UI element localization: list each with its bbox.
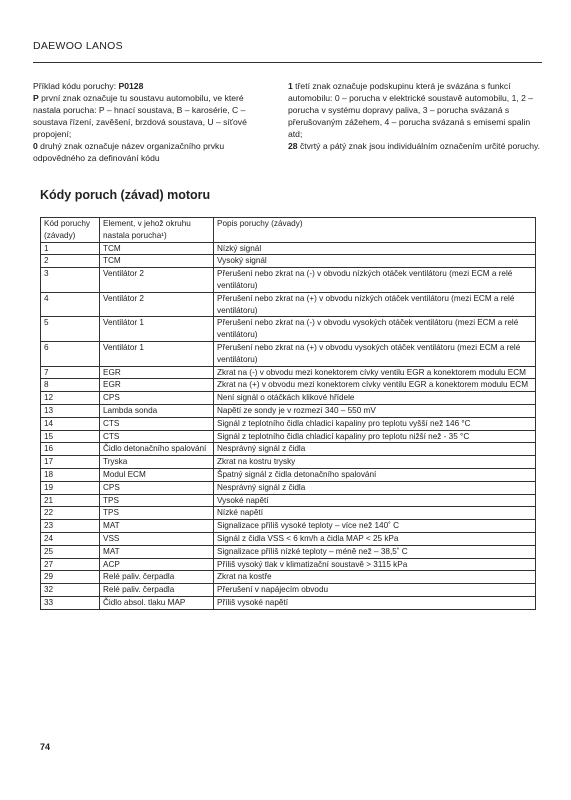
- cell-description: Příliš vysoké napětí: [214, 596, 536, 609]
- cell-description: Přerušení v napájecím obvodu: [214, 584, 536, 597]
- p-letter: P: [33, 93, 39, 103]
- cell-code: 15: [41, 430, 100, 443]
- column-header-code: Kód poruchy (závady): [41, 218, 100, 243]
- cell-description: Špatný signál z čidla detonačního spalování: [214, 468, 536, 481]
- one-text: třetí znak označuje podskupinu která je svázána s funkcí automobilu: 0 – porucha v elektrické soustavě automobilu, 1, 2 – porucha v systému dopravy paliva, 3 – porucha svázaná s přerušovaným zážehem, 4 – porucha svázaná s emisemi spalin atd;: [288, 81, 534, 139]
- cell-description: Zkrat na (-) v obvodu mezi konektorem cívky ventilu EGR a konektorem modulu ECM: [214, 366, 536, 379]
- section-title: Kódy poruch (závad) motoru: [40, 188, 211, 202]
- cell-element: Relé paliv. čerpadla: [100, 584, 214, 597]
- p-explanation: [33, 92, 269, 140]
- cell-element: Relé paliv. čerpadla: [100, 571, 214, 584]
- cell-code: 25: [41, 545, 100, 558]
- cell-code: 4: [41, 292, 100, 317]
- zero-digit: 0: [33, 141, 38, 151]
- table-row: [41, 341, 536, 366]
- cell-code: 19: [41, 481, 100, 494]
- cell-code: 24: [41, 532, 100, 545]
- table-row: [41, 520, 536, 533]
- cell-element: TCM: [100, 242, 214, 255]
- cell-code: 13: [41, 404, 100, 417]
- cell-element: VSS: [100, 532, 214, 545]
- cell-code: 16: [41, 443, 100, 456]
- table-row: [41, 379, 536, 392]
- header-rule: [33, 62, 542, 63]
- cell-code: 32: [41, 584, 100, 597]
- cell-description: Není signál o otáčkách klikové hřídele: [214, 392, 536, 405]
- table-row: [41, 366, 536, 379]
- cell-description: Přerušení nebo zkrat na (+) v obvodu nízkých otáček ventilátoru (mezi ECM a relé ventilátoru): [214, 292, 536, 317]
- cell-description: Signál z teplotního čidla chladicí kapaliny pro teplotu nižší než - 35 °C: [214, 430, 536, 443]
- cell-element: MAT: [100, 545, 214, 558]
- example-code: P0128: [118, 81, 144, 91]
- cell-element: CPS: [100, 481, 214, 494]
- cell-element: ACP: [100, 558, 214, 571]
- table-row: [41, 268, 536, 293]
- cell-description: Vysoký signál: [214, 255, 536, 268]
- cell-description: Nesprávný signál z čidla: [214, 443, 536, 456]
- table-row: [41, 468, 536, 481]
- cell-element: Ventilátor 2: [100, 292, 214, 317]
- cell-description: Zkrat na kostru trysky: [214, 456, 536, 469]
- cell-element: Lambda sonda: [100, 404, 214, 417]
- table-row: [41, 417, 536, 430]
- cell-description: Signalizace příliš vysoké teploty – více než 140˚ C: [214, 520, 536, 533]
- cell-description: Signalizace příliš nízké teploty – méně než – 38,5˚ C: [214, 545, 536, 558]
- cell-element: MAT: [100, 520, 214, 533]
- cell-element: TCM: [100, 255, 214, 268]
- cell-element: CTS: [100, 430, 214, 443]
- cell-description: Přerušení nebo zkrat na (-) v obvodu vysokých otáček ventilátoru (mezi ECM a relé ventilátoru): [214, 317, 536, 342]
- cell-element: TPS: [100, 507, 214, 520]
- one-explanation: [288, 80, 542, 140]
- table-row: [41, 481, 536, 494]
- example-label: Příklad kódu poruchy:: [33, 81, 117, 91]
- cell-element: Ventilátor 1: [100, 317, 214, 342]
- cell-element: EGR: [100, 379, 214, 392]
- cell-element: Čidlo absol. tlaku MAP: [100, 596, 214, 609]
- twentyeight-text: čtvrtý a pátý znak jsou individuálním označením určité poruchy.: [299, 141, 541, 151]
- twentyeight-explanation: [288, 140, 542, 152]
- cell-code: 6: [41, 341, 100, 366]
- cell-code: 1: [41, 242, 100, 255]
- cell-description: Příliš vysoký tlak v klimatizační soustavě > 3115 kPa: [214, 558, 536, 571]
- intro-left-column: [33, 80, 269, 164]
- table-row: [41, 317, 536, 342]
- cell-code: 3: [41, 268, 100, 293]
- cell-element: Modul ECM: [100, 468, 214, 481]
- cell-code: 2: [41, 255, 100, 268]
- cell-code: 27: [41, 558, 100, 571]
- cell-element: TPS: [100, 494, 214, 507]
- cell-code: 21: [41, 494, 100, 507]
- cell-element: Tryska: [100, 456, 214, 469]
- cell-code: 29: [41, 571, 100, 584]
- table-row: [41, 545, 536, 558]
- zero-explanation: [33, 140, 269, 164]
- cell-element: CTS: [100, 417, 214, 430]
- cell-code: 22: [41, 507, 100, 520]
- column-header-element: Element, v jehož okruhu nastala porucha¹): [100, 218, 214, 243]
- table-row: [41, 292, 536, 317]
- cell-description: Napětí ze sondy je v rozmezí 340 – 550 mV: [214, 404, 536, 417]
- table-body: [41, 242, 536, 609]
- table-row: [41, 584, 536, 597]
- cell-description: Přerušení nebo zkrat na (-) v obvodu nízkých otáček ventilátoru (mezi ECM a relé ventilátoru): [214, 268, 536, 293]
- cell-description: Vysoké napětí: [214, 494, 536, 507]
- page-number: 74: [40, 742, 51, 752]
- table-row: [41, 532, 536, 545]
- cell-element: CPS: [100, 392, 214, 405]
- fault-codes-table: [40, 217, 536, 610]
- cell-element: Ventilátor 1: [100, 341, 214, 366]
- cell-code: 33: [41, 596, 100, 609]
- p-text: první znak označuje tu soustavu automobilu, ve které nastala porucha: P – hnací soustava, B – karosérie, C – soustava řízení, zavěšení, brzdová soustava, U – síťové propojení;: [33, 93, 247, 139]
- intro-right-column: [288, 80, 542, 152]
- table-row: [41, 242, 536, 255]
- cell-description: Signál z teplotního čidla chladicí kapaliny pro teplotu vyšší než 146 °C: [214, 417, 536, 430]
- cell-description: Nesprávný signál z čidla: [214, 481, 536, 494]
- table-row: [41, 430, 536, 443]
- cell-description: Přerušení nebo zkrat na (+) v obvodu vysokých otáček ventilátoru (mezi ECM a relé ventilátoru): [214, 341, 536, 366]
- column-header-description: Popis poruchy (závady): [214, 218, 536, 243]
- table-row: [41, 404, 536, 417]
- cell-description: Zkrat na (+) v obvodu mezi konektorem cívky ventilu EGR a konektorem modulu ECM: [214, 379, 536, 392]
- table-row: [41, 456, 536, 469]
- cell-code: 7: [41, 366, 100, 379]
- table-row: [41, 558, 536, 571]
- cell-description: Zkrat na kostře: [214, 571, 536, 584]
- twentyeight-digit: 28: [288, 141, 298, 151]
- cell-element: Čidlo detonačního spalování: [100, 443, 214, 456]
- table-row: [41, 443, 536, 456]
- table-row: [41, 392, 536, 405]
- cell-element: EGR: [100, 366, 214, 379]
- cell-code: 18: [41, 468, 100, 481]
- cell-code: 14: [41, 417, 100, 430]
- table-row: [41, 494, 536, 507]
- table-header-row: [41, 218, 536, 243]
- one-digit: 1: [288, 81, 293, 91]
- example-line: [33, 80, 269, 92]
- cell-description: Nízké napětí: [214, 507, 536, 520]
- cell-code: 23: [41, 520, 100, 533]
- cell-description: Signál z čidla VSS < 6 km/h a čidla MAP < 25 kPa: [214, 532, 536, 545]
- cell-code: 12: [41, 392, 100, 405]
- zero-text: druhý znak označuje název organizačního prvku odpovědného za definování kódu: [33, 141, 225, 163]
- cell-code: 5: [41, 317, 100, 342]
- table-row: [41, 571, 536, 584]
- table-row: [41, 507, 536, 520]
- cell-code: 8: [41, 379, 100, 392]
- cell-element: Ventilátor 2: [100, 268, 214, 293]
- running-header: DAEWOO LANOS: [33, 40, 123, 52]
- table-row: [41, 596, 536, 609]
- cell-description: Nízký signál: [214, 242, 536, 255]
- cell-code: 17: [41, 456, 100, 469]
- table-row: [41, 255, 536, 268]
